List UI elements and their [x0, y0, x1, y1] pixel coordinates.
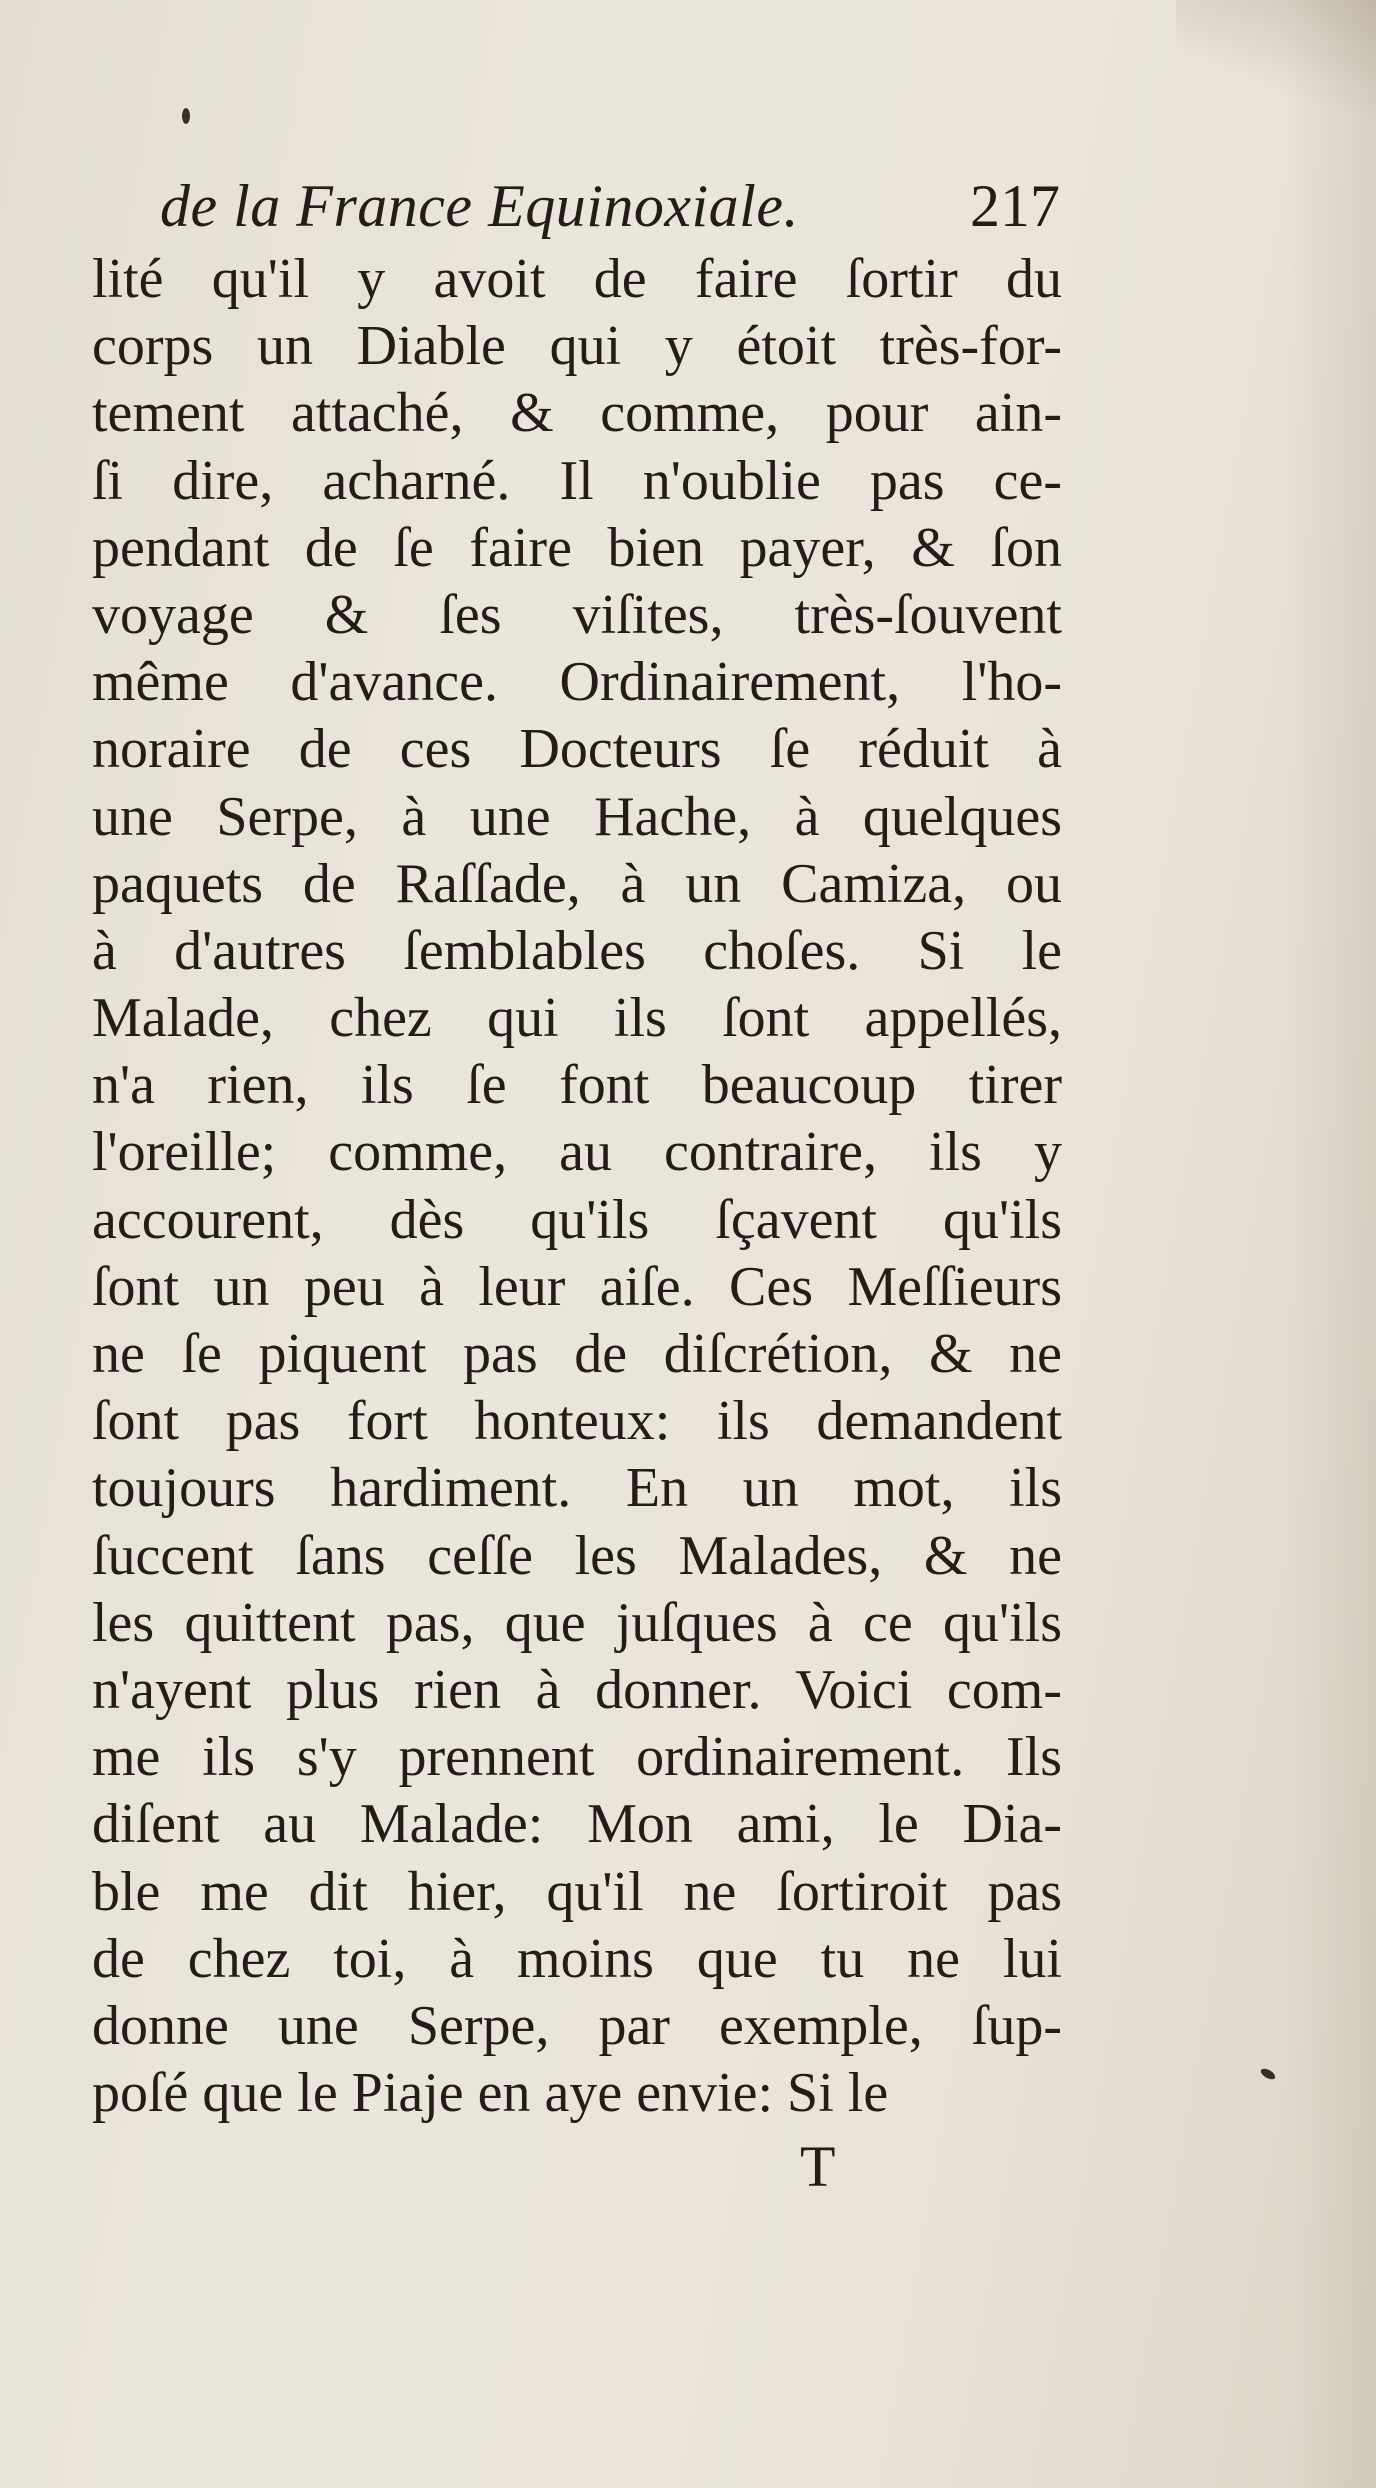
text-line: voyage & ſes viſites, très-ſouvent: [92, 583, 1062, 646]
text-line: l'oreille; comme, au contraire, ils y: [92, 1121, 1062, 1184]
text-line: n'a rien, ils ſe font beaucoup tirer: [92, 1054, 1062, 1117]
text-line: ble me dit hier, qu'il ne ſortiroit pas: [92, 1860, 1062, 1923]
text-line: donne une Serpe, par exemple, ſup-: [92, 1994, 1062, 2057]
text-line: diſent au Malade: Mon ami, le Dia-: [92, 1793, 1062, 1856]
body-text: [92, 246, 1062, 2127]
text-line: une Serpe, à une Hache, à quelques: [92, 785, 1062, 848]
text-line: les quittent pas, que juſques à ce qu'ils: [92, 1591, 1062, 1654]
running-title: de la France Equinoxiale.: [160, 173, 799, 239]
text-line: toujours hardiment. En un mot, ils: [92, 1457, 1062, 1520]
text-line: n'ayent plus rien à donner. Voici com-: [92, 1658, 1062, 1721]
text-line: même d'avance. Ordinairement, l'ho-: [92, 651, 1062, 714]
text-line: Malade, chez qui ils ſont appellés,: [92, 987, 1062, 1050]
text-line: paquets de Raſſade, à un Camiza, ou: [92, 852, 1062, 915]
text-line: corps un Diable qui y étoit très-for-: [92, 315, 1062, 378]
catchword: T: [800, 2134, 836, 2199]
text-line: poſé que le Piaje en aye envie: Si le: [92, 2062, 889, 2125]
text-line: accourent, dès qu'ils ſçavent qu'ils: [92, 1188, 1062, 1251]
text-line: ſont un peu à leur aiſe. Ces Meſſieurs: [92, 1255, 1062, 1318]
text-line: me ils s'y prennent ordinairement. Ils: [92, 1726, 1062, 1789]
text-line: de chez toi, à moins que tu ne lui: [92, 1927, 1062, 1990]
text-line: ſi dire, acharné. Il n'oublie pas ce-: [92, 449, 1062, 512]
page-edge-shadow: [1286, 0, 1376, 2488]
ink-speck: [182, 108, 190, 124]
text-line: pendant de ſe faire bien payer, & ſon: [92, 516, 1062, 579]
page-header: [160, 166, 1060, 246]
text-line: à d'autres ſemblables choſes. Si le: [92, 919, 1062, 982]
text-line: ne ſe piquent pas de diſcrétion, & ne: [92, 1323, 1062, 1385]
text-line: ſuccent ſans ceſſe les Malades, & ne: [92, 1524, 1062, 1587]
text-line: noraire de ces Docteurs ſe réduit à: [92, 718, 1062, 781]
text-line: lité qu'il y avoit de faire ſortir du: [92, 248, 1062, 310]
corner-crease: [1176, 0, 1376, 140]
text-line: tement attaché, & comme, pour ain-: [92, 382, 1062, 445]
text-line: ſont pas fort honteux: ils demandent: [92, 1390, 1062, 1453]
page-number: 217: [970, 173, 1060, 239]
ink-speck: [1259, 2067, 1277, 2082]
